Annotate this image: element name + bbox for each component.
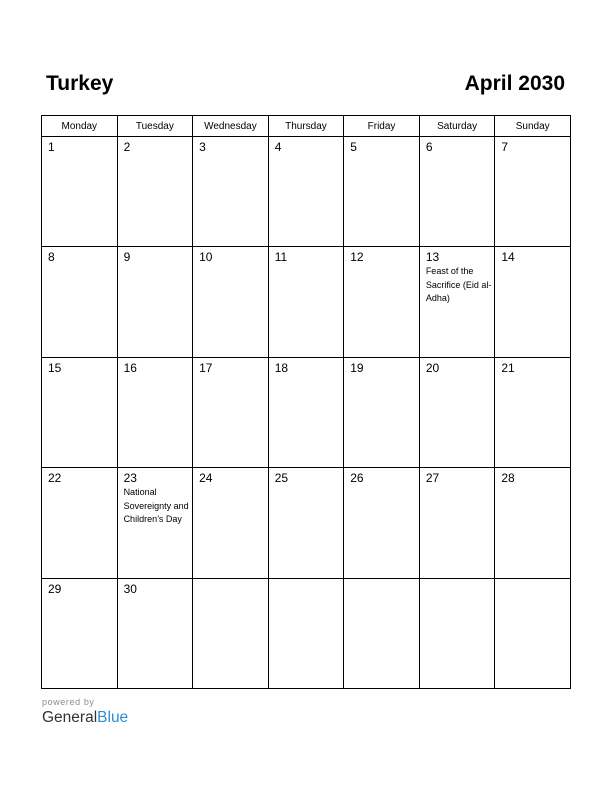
day-cell xyxy=(193,578,269,688)
weekday-header-row xyxy=(42,116,571,137)
day-cell xyxy=(193,468,269,578)
month-year-title: April 2030 xyxy=(464,72,565,95)
day-number: 19 xyxy=(350,360,364,375)
day-number: 8 xyxy=(48,250,55,265)
day-number: 3 xyxy=(199,140,206,154)
day-cell xyxy=(419,578,495,688)
brand-general: General xyxy=(42,709,98,726)
calendar-body xyxy=(42,137,571,689)
day-number: 21 xyxy=(501,360,515,375)
holiday-label: Feast of the Sacrifice (Eid al-Adha) xyxy=(425,266,492,304)
day-number: 16 xyxy=(123,360,137,375)
brand-blue: Blue xyxy=(97,709,129,726)
day-cell xyxy=(344,247,420,357)
day-cell xyxy=(193,137,269,247)
day-cell xyxy=(42,468,118,578)
day-number: 26 xyxy=(350,471,364,486)
day-cell xyxy=(268,468,344,578)
week-row xyxy=(42,578,571,688)
day-cell xyxy=(193,357,269,467)
day-cell xyxy=(419,468,495,578)
day-cell xyxy=(495,468,571,578)
holiday-label: National Sovereignty and Children’s Day xyxy=(123,487,189,525)
day-number: 30 xyxy=(123,581,137,596)
week-row xyxy=(42,247,571,357)
day-cell xyxy=(495,137,571,247)
day-cell xyxy=(344,468,420,578)
day-cell xyxy=(344,357,420,467)
day-cell xyxy=(117,137,193,247)
day-number: 10 xyxy=(199,250,213,265)
day-cell xyxy=(42,578,118,688)
day-cell xyxy=(268,247,344,357)
day-number: 29 xyxy=(48,581,62,596)
powered-by-text: powered by xyxy=(42,697,95,707)
day-number: 15 xyxy=(48,360,62,375)
day-cell xyxy=(268,578,344,688)
day-cell xyxy=(419,357,495,467)
day-number: 13 xyxy=(425,250,440,265)
day-number: 12 xyxy=(350,250,364,265)
weekday-tuesday: Tuesday xyxy=(117,116,193,137)
day-cell xyxy=(42,137,118,247)
day-number: 24 xyxy=(199,471,213,486)
day-number: 20 xyxy=(425,360,440,375)
day-number: 4 xyxy=(274,140,282,154)
day-cell xyxy=(495,247,571,357)
day-cell xyxy=(419,247,495,357)
day-number: 2 xyxy=(123,140,131,154)
weekday-friday: Friday xyxy=(344,116,420,137)
weekday-saturday: Saturday xyxy=(419,116,495,137)
day-number: 23 xyxy=(123,471,137,486)
weekday-sunday: Sunday xyxy=(495,116,571,137)
day-cell xyxy=(117,468,193,578)
day-number: 14 xyxy=(501,250,515,265)
country-title: Turkey xyxy=(46,72,114,95)
day-number: 1 xyxy=(48,140,55,154)
day-number: 9 xyxy=(123,250,131,265)
day-cell xyxy=(495,578,571,688)
day-cell xyxy=(344,578,420,688)
day-cell xyxy=(42,247,118,357)
day-cell xyxy=(42,357,118,467)
day-cell xyxy=(344,137,420,247)
day-cell xyxy=(117,578,193,688)
weekday-wednesday: Wednesday xyxy=(193,116,269,137)
week-row xyxy=(42,468,571,578)
day-number: 11 xyxy=(274,250,288,265)
day-cell xyxy=(268,357,344,467)
brand-logo xyxy=(42,708,128,728)
day-cell xyxy=(268,137,344,247)
day-number: 22 xyxy=(48,471,62,486)
weekday-thursday: Thursday xyxy=(268,116,344,137)
calendar-grid xyxy=(41,115,571,689)
footer-branding xyxy=(42,696,128,728)
day-number: 18 xyxy=(274,360,289,375)
week-row xyxy=(42,137,571,247)
day-cell xyxy=(117,247,193,357)
day-number: 5 xyxy=(350,140,357,154)
day-cell xyxy=(117,357,193,467)
day-number: 6 xyxy=(425,140,433,154)
day-number: 7 xyxy=(501,140,509,154)
day-number: 25 xyxy=(274,471,289,486)
week-row xyxy=(42,357,571,467)
day-number: 17 xyxy=(199,360,213,375)
day-cell xyxy=(495,357,571,467)
day-cell xyxy=(419,137,495,247)
day-number: 28 xyxy=(501,471,515,486)
weekday-monday: Monday xyxy=(42,116,118,137)
day-cell xyxy=(193,247,269,357)
day-number: 27 xyxy=(425,471,440,486)
